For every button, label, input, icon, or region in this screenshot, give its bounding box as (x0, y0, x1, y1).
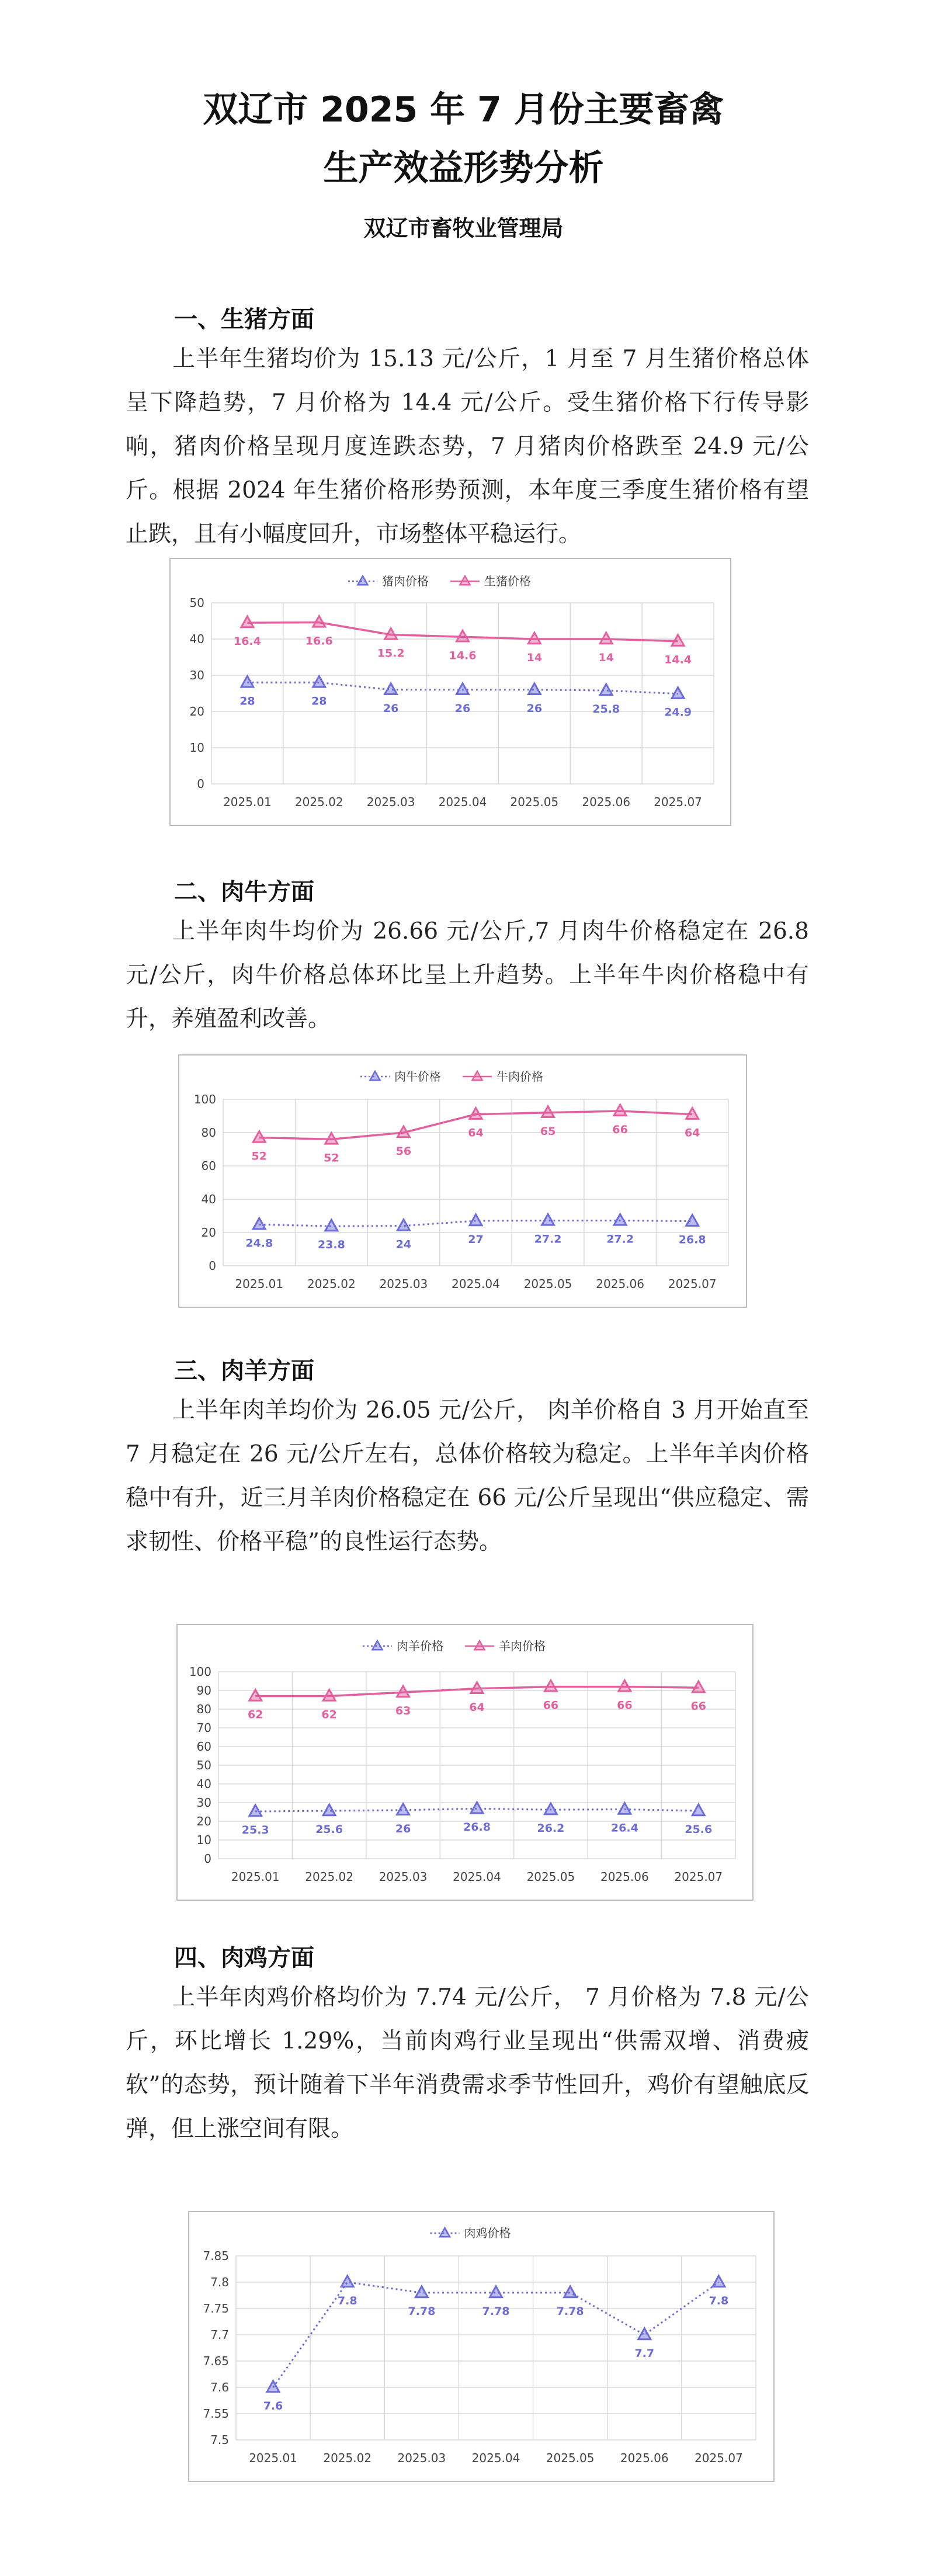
x-tick-label: 2025.04 (452, 1277, 500, 1291)
y-tick-label: 7.7 (210, 2328, 229, 2342)
data-label: 25.3 (241, 1824, 269, 1837)
data-label: 66 (612, 1123, 628, 1136)
y-tick-label: 30 (196, 1796, 211, 1810)
y-tick-label: 0 (197, 777, 204, 791)
legend-marker (474, 1641, 484, 1650)
y-tick-label: 20 (201, 1225, 216, 1240)
data-label: 7.78 (482, 2305, 510, 2318)
data-label: 27.2 (534, 1233, 562, 1246)
y-tick-label: 40 (196, 1777, 211, 1791)
x-tick-label: 2025.05 (510, 795, 559, 809)
chart-chicken-svg (189, 2212, 773, 2481)
data-label: 7.8 (709, 2294, 729, 2307)
y-tick-label: 40 (189, 632, 204, 646)
section-paragraph-cattle: 上半年肉牛均价为 26.66 元/公斤,7 月肉牛价格稳定在 26.8 元/公斤，肉牛价格总体环比呈上升趋势。上半年牛肉价格稳中有升，养殖盈利改善。 (126, 918, 809, 1032)
legend-label: 猪肉价格 (382, 574, 429, 588)
x-tick-label: 2025.01 (235, 1277, 284, 1291)
data-point (713, 2276, 725, 2287)
data-label: 64 (468, 1126, 484, 1140)
data-point (638, 2328, 651, 2339)
y-tick-label: 7.65 (203, 2354, 229, 2368)
x-tick-label: 2025.02 (307, 1277, 356, 1291)
y-tick-label: 7.75 (203, 2301, 229, 2315)
data-point (241, 676, 254, 687)
data-label: 62 (321, 1708, 337, 1721)
legend-marker (370, 1071, 380, 1080)
x-tick-label: 2025.03 (366, 795, 415, 809)
x-tick-label: 2025.04 (453, 1870, 501, 1884)
data-point (253, 1218, 265, 1229)
data-label: 25.6 (685, 1823, 713, 1836)
x-tick-label: 2025.01 (249, 2451, 297, 2465)
x-tick-label: 2025.07 (674, 1870, 723, 1884)
y-tick-label: 50 (196, 1758, 211, 1772)
data-label: 14 (526, 651, 543, 664)
data-label: 7.78 (408, 2305, 436, 2318)
y-tick-label: 7.85 (203, 2249, 229, 2263)
y-tick-label: 20 (196, 1814, 211, 1828)
y-tick-label: 100 (193, 1092, 216, 1106)
data-point (415, 2286, 428, 2297)
legend-marker (472, 1071, 482, 1080)
data-point (542, 1214, 554, 1225)
data-point (490, 2286, 502, 2297)
data-label: 7.6 (263, 2400, 283, 2412)
data-label: 28 (239, 695, 255, 708)
y-tick-label: 100 (189, 1665, 211, 1679)
x-tick-label: 2025.04 (471, 2451, 520, 2465)
data-label: 63 (395, 1704, 411, 1718)
x-tick-label: 2025.03 (379, 1277, 428, 1291)
data-point (564, 2286, 577, 2297)
data-label: 26.2 (537, 1822, 565, 1835)
chart-sheep-svg (178, 1625, 752, 1900)
legend-label: 肉牛价格 (394, 1070, 441, 1084)
legend-label: 肉鸡价格 (464, 2226, 511, 2240)
data-label: 26 (454, 702, 471, 715)
data-point (619, 1803, 631, 1814)
data-label: 27.2 (606, 1233, 634, 1246)
y-tick-label: 7.8 (210, 2275, 229, 2289)
y-tick-label: 90 (196, 1683, 211, 1697)
data-label: 27 (468, 1233, 484, 1247)
data-label: 26.4 (610, 1821, 638, 1835)
data-label: 24.9 (664, 706, 692, 719)
data-point (249, 1805, 262, 1816)
x-tick-label: 2025.02 (294, 795, 343, 809)
x-tick-label: 2025.07 (654, 795, 702, 809)
data-label: 62 (247, 1708, 263, 1721)
y-tick-label: 0 (204, 1852, 211, 1866)
y-tick-label: 10 (196, 1833, 211, 1847)
x-tick-label: 2025.01 (223, 795, 272, 809)
doc-title-line1: 双辽市 2025 年 7 月份主要畜禽 (203, 89, 724, 130)
data-label: 28 (311, 695, 327, 708)
section-heading-chicken: 四、肉鸡方面 (174, 1945, 314, 1971)
y-tick-label: 7.55 (203, 2407, 229, 2421)
y-tick-label: 10 (189, 741, 204, 755)
chart-cattle-svg (179, 1056, 746, 1307)
data-point (600, 684, 612, 695)
legend-label: 羊肉价格 (499, 1639, 546, 1653)
y-tick-label: 7.6 (210, 2380, 229, 2394)
data-label: 64 (469, 1700, 485, 1714)
chart-chicken (188, 2211, 775, 2482)
data-label: 7.78 (556, 2305, 584, 2318)
section-heading-pig: 一、生猪方面 (174, 306, 314, 333)
section-paragraph-pig: 上半年生猪均价为 15.13 元/公斤，1 月至 7 月生猪价格总体呈下降趋势，7 月价格为 14.4 元/公斤。受生猪价格下行传导影响，猪肉价格呈现月度连跌态势，7 月猪肉价格跌至 24.9 元/公斤。根据 2024 年生猪价格形势预测，本年度三季度生猪价格有望止跌，且有小幅度回升，市场整体平稳运行。 (126, 346, 809, 547)
x-tick-label: 2025.07 (668, 1277, 717, 1291)
x-tick-label: 2025.04 (438, 795, 487, 809)
y-tick-label: 0 (209, 1259, 216, 1273)
data-point (397, 1804, 409, 1815)
doc-title-line2: 生产效益形势分析 (323, 148, 604, 189)
legend-label: 生猪价格 (484, 574, 531, 588)
section-paragraph-sheep: 上半年肉羊均价为 26.05 元/公斤， 肉羊价格自 3 月开始直至 7 月稳定在 26 元/公斤左右，总体价格较为稳定。上半年羊肉价格稳中有升，近三月羊肉价格稳定在 66 元/公斤呈现出“供应稳定、需求韧性、价格平稳”的良性运行态势。 (126, 1397, 809, 1555)
data-label: 14.4 (664, 653, 692, 666)
y-tick-label: 80 (201, 1126, 216, 1140)
legend-label: 牛肉价格 (497, 1070, 543, 1084)
legend-marker (460, 576, 470, 585)
data-label: 65 (540, 1124, 556, 1138)
data-label: 14.6 (449, 649, 477, 662)
legend-marker (357, 576, 367, 585)
legend-marker (372, 1641, 382, 1650)
y-tick-label: 20 (189, 704, 204, 718)
x-tick-label: 2025.07 (695, 2451, 743, 2465)
data-label: 26.8 (463, 1821, 491, 1834)
data-label: 16.6 (305, 634, 333, 648)
data-label: 26 (526, 702, 543, 715)
x-tick-label: 2025.02 (305, 1870, 354, 1884)
y-tick-label: 60 (201, 1159, 216, 1173)
x-tick-label: 2025.03 (397, 2451, 446, 2465)
x-tick-label: 2025.03 (379, 1870, 428, 1884)
data-label: 7.8 (337, 2294, 357, 2307)
x-tick-label: 2025.06 (582, 795, 631, 809)
data-label: 26 (395, 1822, 411, 1835)
y-tick-label: 40 (201, 1192, 216, 1206)
data-point (325, 1220, 338, 1231)
data-point (471, 1802, 483, 1813)
data-point (692, 1804, 704, 1815)
x-tick-label: 2025.05 (526, 1870, 575, 1884)
x-tick-label: 2025.06 (620, 2451, 669, 2465)
y-tick-label: 30 (189, 668, 204, 682)
legend-marker (440, 2228, 450, 2237)
chart-cattle (178, 1054, 747, 1308)
data-point (614, 1214, 626, 1225)
data-label: 14 (598, 651, 614, 664)
data-point (385, 683, 397, 695)
x-tick-label: 2025.05 (546, 2451, 595, 2465)
x-tick-label: 2025.06 (596, 1277, 645, 1291)
data-label: 23.8 (317, 1238, 345, 1252)
y-tick-label: 80 (196, 1702, 211, 1716)
data-point (323, 1804, 335, 1815)
doc-subtitle: 双辽市畜牧业管理局 (363, 215, 564, 241)
data-label: 52 (324, 1151, 339, 1165)
data-label: 25.6 (315, 1823, 343, 1836)
x-tick-label: 2025.06 (600, 1870, 649, 1884)
y-tick-label: 50 (189, 596, 204, 610)
x-tick-label: 2025.01 (231, 1870, 280, 1884)
chart-pig-svg (171, 559, 730, 825)
data-point (470, 1214, 482, 1225)
data-label: 7.7 (634, 2347, 655, 2360)
data-point (544, 1803, 557, 1814)
data-point (686, 1215, 699, 1226)
data-point (614, 1105, 626, 1116)
x-tick-label: 2025.02 (323, 2451, 372, 2465)
data-label: 56 (395, 1145, 412, 1158)
data-point (528, 683, 540, 695)
data-label: 52 (251, 1150, 268, 1163)
data-label: 26 (383, 702, 399, 715)
data-point (313, 676, 325, 687)
data-point (397, 1220, 409, 1231)
y-tick-label: 70 (196, 1721, 211, 1735)
data-label: 66 (617, 1699, 633, 1712)
data-point (341, 2276, 353, 2287)
data-label: 66 (543, 1699, 559, 1712)
chart-sheep (176, 1624, 754, 1901)
data-label: 24.8 (245, 1237, 273, 1250)
y-tick-label: 60 (196, 1740, 211, 1754)
section-paragraph-chicken: 上半年肉鸡价格均价为 7.74 元/公斤， 7 月价格为 7.8 元/公斤，环比增长 1.29%，当前肉鸡行业呈现出“供需双增、消费疲软”的态势，预计随着下半年消费需求季节性回升，鸡价有望触底反弹，但上涨空间有限。 (126, 1984, 809, 2142)
data-label: 16.4 (233, 635, 261, 648)
data-label: 26.8 (678, 1233, 706, 1247)
data-label: 64 (684, 1126, 700, 1140)
y-tick-label: 7.5 (210, 2433, 229, 2447)
data-point (457, 683, 469, 695)
chart-pig (169, 558, 731, 826)
data-label: 66 (690, 1700, 707, 1713)
data-label: 15.2 (377, 647, 405, 660)
legend-label: 肉羊价格 (397, 1639, 443, 1653)
x-tick-label: 2025.05 (523, 1277, 572, 1291)
data-label: 24 (395, 1238, 412, 1251)
chart-grid (236, 2256, 756, 2440)
section-heading-cattle: 二、肉牛方面 (174, 879, 314, 905)
section-heading-sheep: 三、肉羊方面 (174, 1358, 314, 1384)
data-label: 25.8 (592, 703, 620, 716)
